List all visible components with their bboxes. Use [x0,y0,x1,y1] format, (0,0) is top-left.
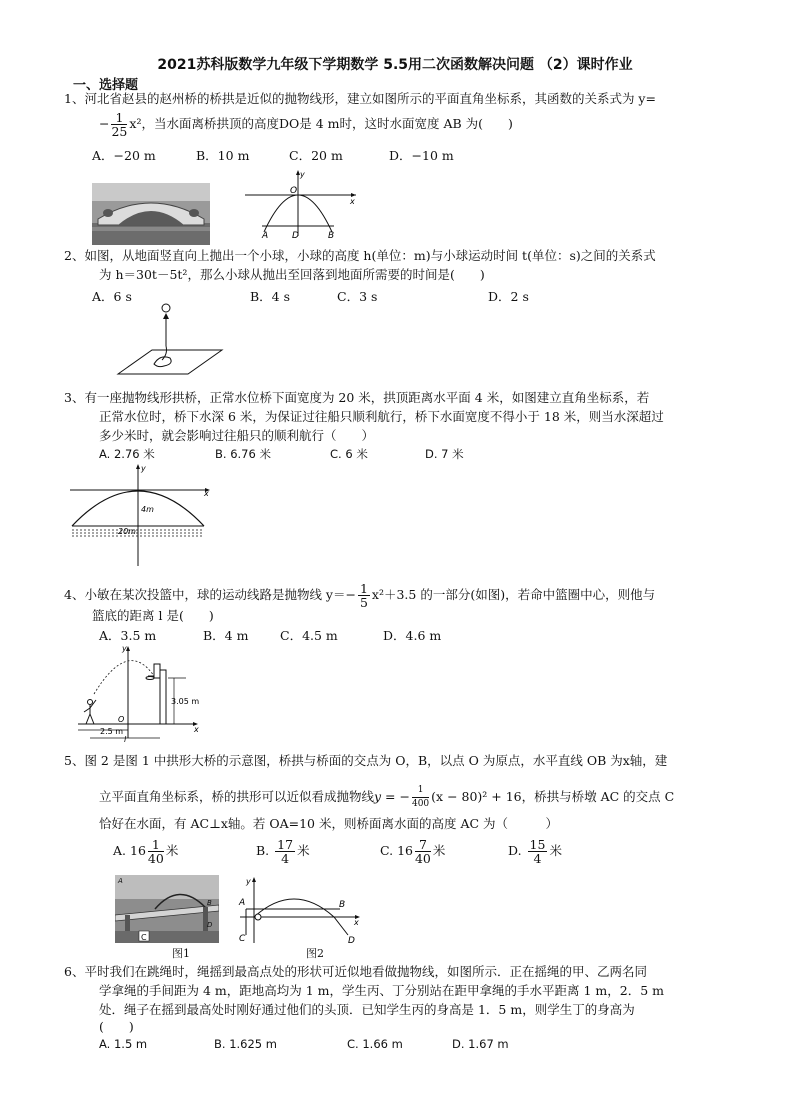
q5-a-unit: 米 [165,843,179,858]
q5-parabola-figure [236,875,364,945]
q1-parabola-figure [240,168,360,240]
q5-fig1-caption: 图1 [172,947,190,960]
q5-photo-a: A [118,877,123,885]
q2-line1: 2、如图，从地面竖直向上抛出一个小球，小球的高度 h(单位：m)与小球运动时间 t(单位：s)之间的关系式 [64,248,656,263]
zhaozhou-bridge-photo [92,183,210,245]
q5-fig-b: B [339,900,346,910]
q4-line2: 篮底的距离 l 是( ) [92,608,214,623]
q3-line2: 正常水位时，桥下水深 6 米，为保证过往船只顺利航行，桥下水面宽度不得小于 18 米，则当水深超过 [99,409,664,424]
q5-frac-num: 1 [412,784,429,798]
q1-option-c[interactable]: C．20 m [289,148,343,163]
q5-c-fraction [415,838,431,865]
q4-line1a: 4、小敏在某次投篮中，球的运动线路是抛物线 y＝− [64,587,356,602]
q2-option-a[interactable]: A．6 s [92,289,132,304]
q1-fraction [111,111,127,138]
q3-option-b[interactable]: B. 6.76 米 [215,447,271,461]
q5-option-a[interactable] [113,838,178,865]
q5-c-num: 7 [415,838,431,852]
q1-line1: 1、河北省赵县的赵州桥的桥拱是近似的抛物线形，建立如图所示的平面直角坐标系，其函数的关系式为 y= [64,91,656,106]
q6-line4: ( ) [99,1019,134,1034]
q4-frac-num: 1 [359,581,368,596]
q5-d-num: 15 [529,837,546,852]
q5-photo-c: C [141,933,147,942]
q1-fig-o: O [290,186,298,196]
q5-fig-a: A [239,898,246,908]
q6-line2: 学拿绳的手间距为 4 m，距地高均为 1 m，学生丙、丁分别站在距甲拿绳的手水平距离 1 m，2．5 m [99,983,664,998]
q5-option-d[interactable] [508,838,562,865]
q1-option-d[interactable]: D．−10 m [389,148,454,163]
q2-option-c[interactable]: C．3 s [337,289,378,304]
q4-frac-den: 5 [359,595,368,610]
q5-b-label: B. [256,843,270,858]
q6-option-b[interactable]: B. 1.625 m [214,1037,277,1051]
q6-option-c[interactable]: C. 1.66 m [347,1037,403,1051]
q1-fig-y: y [300,170,305,179]
q1-option-a[interactable]: A．−20 m [92,148,156,163]
q5-line2-wrap [99,784,674,811]
q1-minus: − [99,116,110,131]
q5-a-den: 40 [147,851,164,866]
q5-fig-y: y [246,877,251,886]
q5-line3: 恰好在水面，有 AC⊥x轴。若 OA=10 米，则桥面离水面的高度 AC 为（ ） [99,816,559,831]
page-title: 2021苏科版数学九年级下学期数学 5.5用二次函数解决问题 （2）课时作业 [157,57,633,73]
q5-b-fraction [275,838,295,865]
q4-fraction [358,582,370,609]
q4-fig-o: O [118,715,125,724]
q5-fig-c: C [239,934,246,944]
section-heading: 一、选择题 [73,78,139,93]
q5-fig-d: D [348,936,355,945]
q4-option-d[interactable]: D．4.6 m [383,628,442,643]
q6-option-d[interactable]: D. 1.67 m [452,1037,509,1051]
q4-line1b: x²＋3.5 的一部分(如图)，若命中篮圈中心，则他与 [371,587,656,602]
q4-basketball-figure [74,642,204,742]
q5-bridge-photo [115,875,219,943]
q5-c-label: C. [380,843,394,858]
q1-fig-b: B [328,231,335,240]
q5-a-whole: 16 [130,843,146,858]
q1-line2-wrap [99,111,513,138]
q3-option-a[interactable]: A. 2.76 米 [99,447,155,461]
q4-option-b[interactable]: B．4 m [203,628,249,643]
q1-frac-den: 25 [111,124,128,139]
q6-line3: 处．绳子在摇到最高处时刚好通过他们的头顶．已知学生丙的身高是 1．5 m，则学生丁的身高为 [99,1002,635,1017]
q2-ball-figure [114,302,226,382]
q5-a-num: 1 [148,838,164,852]
q5-line2b: y = − [374,789,410,804]
q5-fig2-caption: 图2 [306,947,324,960]
q3-option-c[interactable]: C. 6 米 [330,447,368,461]
q5-frac-den: 400 [411,799,430,809]
q5-b-unit: 米 [297,843,310,858]
q5-a-fraction [148,838,164,865]
q6-line1: 6、平时我们在跳绳时，绳摇到最高点处的形状可近似地看做抛物线，如图所示．正在摇绳的甲、乙两名同 [64,964,647,979]
q5-option-c[interactable] [380,838,445,865]
q3-fig-y: y [141,464,146,473]
q4-option-a[interactable]: A．3.5 m [99,628,157,643]
q4-line1-wrap [64,582,655,609]
q3-arch-figure [68,462,214,570]
q1-fig-a: A [262,231,269,240]
q4-fig-y: y [122,644,127,653]
q5-c-unit: 米 [432,843,446,858]
q5-line1: 5、图 2 是图 1 中拱形大桥的示意图，桥拱与桥面的交点为 O，B，以点 O 为原点，水平直线 OB 为x轴，建 [64,753,668,768]
q3-fig-x: x [204,489,209,498]
q5-a-label: A. [113,843,127,858]
q1-fig-x: x [350,197,355,206]
q5-c-whole: 16 [397,843,413,858]
q4-option-c[interactable]: C．4.5 m [280,628,338,643]
q1-frac-num: 1 [111,111,127,125]
q5-photo-b: B [207,899,212,907]
q5-line2c: (x − 80)² + 16，桥拱与桥墩 AC 的交点 C [431,789,675,804]
q4-fig-x: x [194,725,199,734]
q5-fraction [412,784,429,811]
q2-line2: 为 h＝30t－5t²，那么小球从抛出至回落到地面所需要的时间是( ) [99,267,485,282]
q3-line1: 3、有一座抛物线形拱桥，正常水位桥下面宽度为 20 米，拱顶距离水平面 4 米，如图建立直角坐标系，若 [64,390,650,405]
q5-d-unit: 米 [549,843,562,858]
q5-fig-x: x [354,918,359,927]
q4-fig-dist: 2.5 m [100,727,124,736]
q5-option-b[interactable] [256,838,310,865]
q5-b-den: 4 [281,851,290,866]
q5-b-num: 17 [277,837,294,852]
q1-option-b[interactable]: B．10 m [196,148,250,163]
q3-line3: 多少米时，就会影响过往船只的顺利航行（ ） [99,428,375,443]
q5-line2a: 立平面直角坐标系，桥的拱形可以近似看成抛物线 [99,789,375,804]
q2-option-b[interactable]: B．4 s [250,289,291,304]
q3-fig-width: 20m [118,527,136,536]
q3-fig-height: 4m [141,505,154,514]
q2-option-d[interactable]: D．2 s [488,289,529,304]
q1-fig-d: D [292,231,299,240]
q5-c-den: 40 [414,851,431,866]
q1-line2: x²，当水面离桥拱顶的高度DO是 4 m时，这时水面宽度 AB 为( ) [129,116,513,131]
q6-option-a[interactable]: A. 1.5 m [99,1037,148,1051]
q4-fig-l: l [124,735,127,742]
q5-photo-d: D [207,921,213,929]
q5-d-fraction [528,838,548,865]
q3-option-d[interactable]: D. 7 米 [425,447,464,461]
q5-d-den: 4 [533,851,542,866]
q4-fig-height: 3.05 m [171,697,200,706]
q5-d-label: D. [508,843,522,858]
